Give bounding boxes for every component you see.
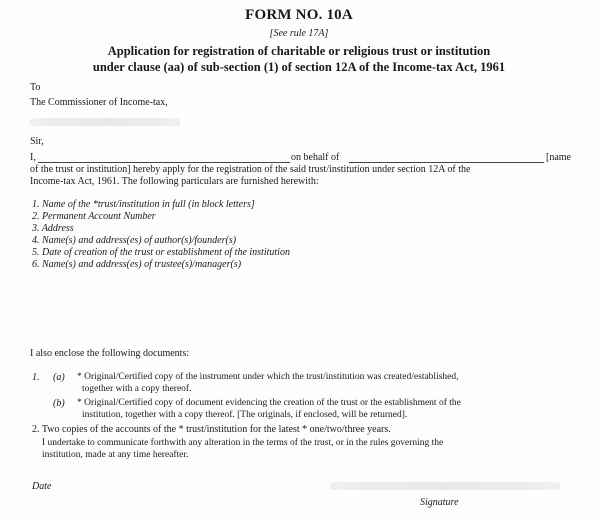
documents-intro: I also enclose the following documents:: [30, 348, 190, 359]
undertaking-line-1: I undertake to communicate forthwith any alteration in the terms of the trust, or in the rules governing the: [42, 438, 444, 448]
form-rule-reference: [See rule 17A]: [269, 28, 329, 39]
document-item-1-number: 1.: [32, 372, 40, 383]
address-to: To: [30, 82, 41, 93]
document-a-label: (a): [53, 372, 65, 383]
applicant-name-blank: [38, 162, 290, 163]
particular-item: 1. Name of the *trust/institution in full (in block letters]: [32, 199, 255, 210]
document-a-line-1: * Original/Certified copy of the instrument under which the trust/institution was created/established,: [77, 372, 459, 382]
particular-item: 3. Address: [32, 223, 74, 234]
document-a-line-2: together with a copy thereof.: [82, 384, 192, 394]
particular-item: 5. Date of creation of the trust or establishment of the institution: [32, 247, 290, 258]
salutation: Sir,: [30, 136, 44, 147]
form-title: FORM NO. 10A: [245, 7, 353, 23]
form-heading-line-2: under clause (aa) of sub-section (1) of section 12A of the Income-tax Act, 1961: [92, 60, 506, 74]
particular-item: 2. Permanent Account Number: [32, 211, 156, 222]
trust-name-blank: [349, 162, 544, 163]
date-label: Date: [32, 481, 52, 492]
particular-item: 6. Name(s) and address(es) of trustee(s)/manager(s): [32, 259, 242, 270]
application-line-2: of the trust or institution] hereby apply for the registration of the said trust/institution under section 12A of the: [30, 164, 471, 175]
application-line-3: Income-tax Act, 1961. The following particulars are furnished herewith:: [30, 176, 319, 187]
redacted-signature-line: [330, 482, 560, 490]
address-recipient: The Commissioner of Income-tax,: [30, 97, 168, 108]
document-item-2: 2. Two copies of the accounts of the * trust/institution for the latest * one/two/three years.: [32, 424, 391, 435]
signature-label: Signature: [420, 497, 459, 508]
redacted-address-line: [30, 118, 180, 126]
document-b-label: (b): [53, 398, 65, 409]
on-behalf-text: on behalf of: [291, 152, 340, 163]
document-b-line-1: * Original/Certified copy of document evidencing the creation of the trust or the establishment of the: [77, 398, 461, 408]
document-b-line-2: institution, together with a copy thereof. [The originals, if enclosed, will be returned].: [82, 410, 408, 420]
particular-item: 4. Name(s) and address(es) of author(s)/founder(s): [32, 235, 237, 246]
name-bracket-text: [name: [546, 152, 571, 163]
form-heading-line-1: Application for registration of charitable or religious trust or institution: [107, 44, 491, 58]
applicant-label: I,: [30, 152, 36, 163]
undertaking-line-2: institution, made at any time hereafter.: [42, 450, 189, 460]
